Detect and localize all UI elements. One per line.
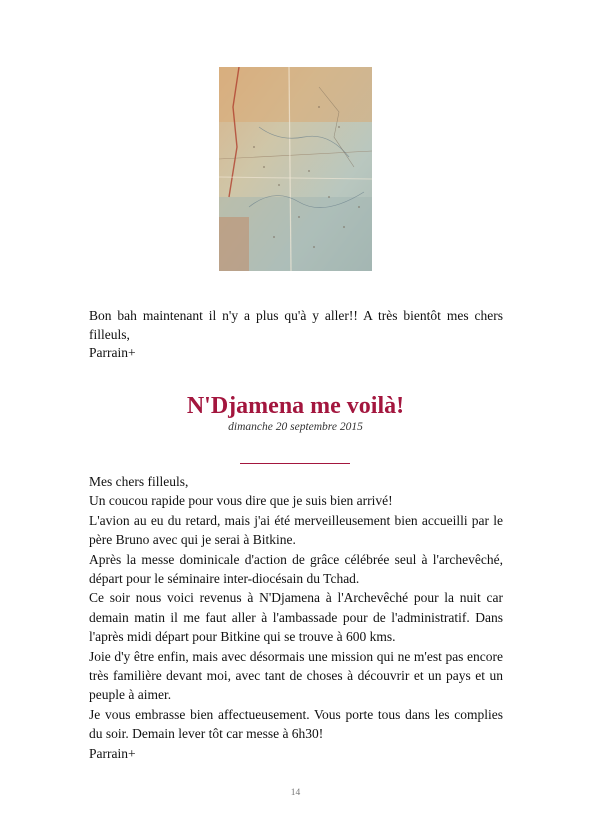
intro-text xyxy=(89,307,503,363)
intro-signature: Parrain+ xyxy=(89,345,136,360)
body-paragraph: L'avion au eu du retard, mais j'ai été merveilleusement bien accueilli par le père Bruno avec qui je serai à Bitkine. xyxy=(89,512,503,548)
map-photo xyxy=(219,67,372,271)
post-title: N'Djamena me voilà! xyxy=(186,393,405,419)
body-paragraph: Joie d'y être enfin, mais avec désormais une mission qui ne m'est pas encore très familière devant moi, avec tant de choses à découvrir et un pays et un peuple à aimer. xyxy=(89,648,503,703)
body-paragraph: Mes chers filleuls, xyxy=(89,474,189,489)
body-paragraph: Un coucou rapide pour vous dire que je suis bien arrivé! xyxy=(89,493,393,509)
body-paragraph: Je vous embrasse bien affectueusement. Vous porte tous dans les complies du soir. Demain lever tôt car messe à 6h30! xyxy=(89,706,503,742)
post-date: dimanche 20 septembre 2015 xyxy=(228,421,363,433)
intro-paragraph: Bon bah maintenant il n'y a plus qu'à y aller!! A très bientôt mes chers filleuls, xyxy=(89,308,503,342)
title-separator xyxy=(240,463,350,464)
body-signature: Parrain+ xyxy=(89,745,136,761)
body-paragraph: Après la messe dominicale d'action de grâce célébrée seul à l'archevêché, départ pour le séminaire inter-diocésain du Tchad. xyxy=(89,551,503,587)
page-number: 14 xyxy=(290,788,301,798)
map-image xyxy=(219,67,372,271)
body-paragraph: Ce soir nous voici revenus à N'Djamena à l'Archevêché pour la nuit car demain matin il me faut aller à l'ambassade pour de l'administratif. Dans l'après midi départ pour Bitkine qui se trouve à 600 kms. xyxy=(89,590,503,645)
post-body xyxy=(89,472,503,763)
